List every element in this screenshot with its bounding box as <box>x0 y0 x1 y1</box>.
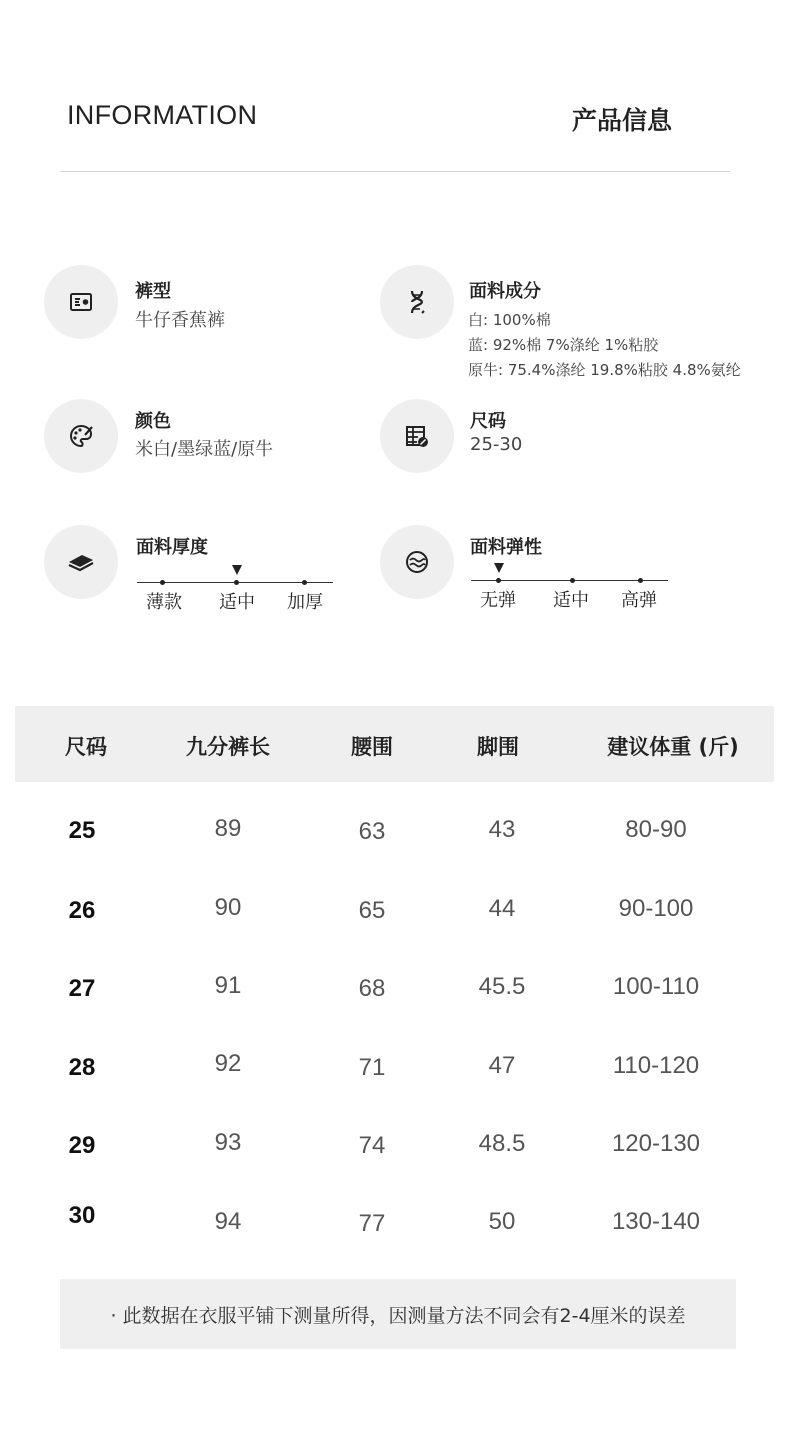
cell-hem: 48.5 <box>478 1130 526 1157</box>
cell-size: 30 <box>68 1202 96 1229</box>
cell-length: 90 <box>214 894 242 921</box>
elasticity-label: 面料弹性 <box>470 537 542 558</box>
cell-hem: 47 <box>488 1052 516 1079</box>
size-label: 尺码 <box>470 411 506 432</box>
cell-weight: 120-130 <box>611 1130 701 1157</box>
cell-waist: 74 <box>358 1132 386 1159</box>
dna-icon <box>380 265 454 339</box>
thickness-dot <box>302 580 307 585</box>
elasticity-option-medium: 适中 <box>553 590 589 611</box>
cell-hem: 50 <box>488 1208 516 1235</box>
thickness-option-thin: 薄款 <box>146 592 182 613</box>
material-line-3: 原牛: 75.4%涤纶 19.8%粘胶 4.8%氨纶 <box>468 361 741 379</box>
cell-length: 94 <box>214 1208 242 1235</box>
cell-size: 28 <box>68 1054 96 1081</box>
cell-size: 25 <box>68 817 96 844</box>
thickness-option-medium: 适中 <box>219 592 255 613</box>
cell-waist: 77 <box>358 1210 386 1237</box>
cell-length: 89 <box>214 815 242 842</box>
cell-weight: 100-110 <box>612 973 700 1000</box>
elasticity-dot <box>570 578 575 583</box>
cell-waist: 71 <box>358 1054 386 1081</box>
size-chart-icon <box>380 399 454 473</box>
thickness-dot <box>160 580 165 585</box>
column-header-hem: 脚围 <box>477 735 519 759</box>
cell-waist: 63 <box>358 818 386 845</box>
fabric-layers-icon <box>44 525 118 599</box>
measurement-note: · 此数据在衣服平铺下测量所得，因测量方法不同会有2-4厘米的误差 <box>60 1279 736 1349</box>
size-value: 25-30 <box>470 434 523 455</box>
thickness-label: 面料厚度 <box>136 537 208 558</box>
cell-size: 29 <box>68 1132 96 1159</box>
color-label: 颜色 <box>135 411 171 432</box>
elasticity-dot <box>638 578 643 583</box>
column-header-size: 尺码 <box>65 735 107 759</box>
thickness-marker <box>232 565 242 575</box>
cell-size: 27 <box>68 975 96 1002</box>
cell-weight: 80-90 <box>625 816 687 843</box>
cell-length: 91 <box>214 972 242 999</box>
elasticity-option-high: 高弹 <box>621 590 657 611</box>
cell-size: 26 <box>68 897 96 924</box>
cell-hem: 43 <box>488 816 516 843</box>
material-line-1: 白: 100%棉 <box>468 311 551 329</box>
cell-weight: 130-140 <box>611 1208 701 1235</box>
stretch-icon <box>380 525 454 599</box>
column-header-waist: 腰围 <box>351 735 393 759</box>
fit-label: 裤型 <box>135 281 171 302</box>
color-value: 米白/墨绿蓝/原牛 <box>135 439 274 460</box>
elasticity-option-none: 无弹 <box>480 590 516 611</box>
cell-length: 93 <box>214 1129 242 1156</box>
id-card-icon <box>44 265 118 339</box>
title-cn: 产品信息 <box>572 106 673 135</box>
cell-hem: 44 <box>488 895 516 922</box>
elasticity-marker <box>494 563 504 573</box>
header-divider <box>60 171 730 172</box>
column-header-weight: 建议体重 (斤) <box>607 735 739 759</box>
cell-weight: 110-120 <box>612 1052 700 1079</box>
thickness-dot <box>234 580 239 585</box>
cell-length: 92 <box>214 1050 242 1077</box>
palette-icon <box>44 399 118 473</box>
cell-hem: 45.5 <box>478 973 526 1000</box>
cell-weight: 90-100 <box>618 895 694 922</box>
thickness-option-thick: 加厚 <box>287 592 323 613</box>
cell-waist: 68 <box>358 975 386 1002</box>
fit-value: 牛仔香蕉裤 <box>135 310 225 331</box>
column-header-length: 九分裤长 <box>186 735 270 759</box>
elasticity-dot <box>496 578 501 583</box>
title-en: INFORMATION <box>67 100 258 130</box>
material-label: 面料成分 <box>469 281 541 302</box>
material-line-2: 蓝: 92%棉 7%涤纶 1%粘胶 <box>468 336 659 354</box>
cell-waist: 65 <box>358 897 386 924</box>
